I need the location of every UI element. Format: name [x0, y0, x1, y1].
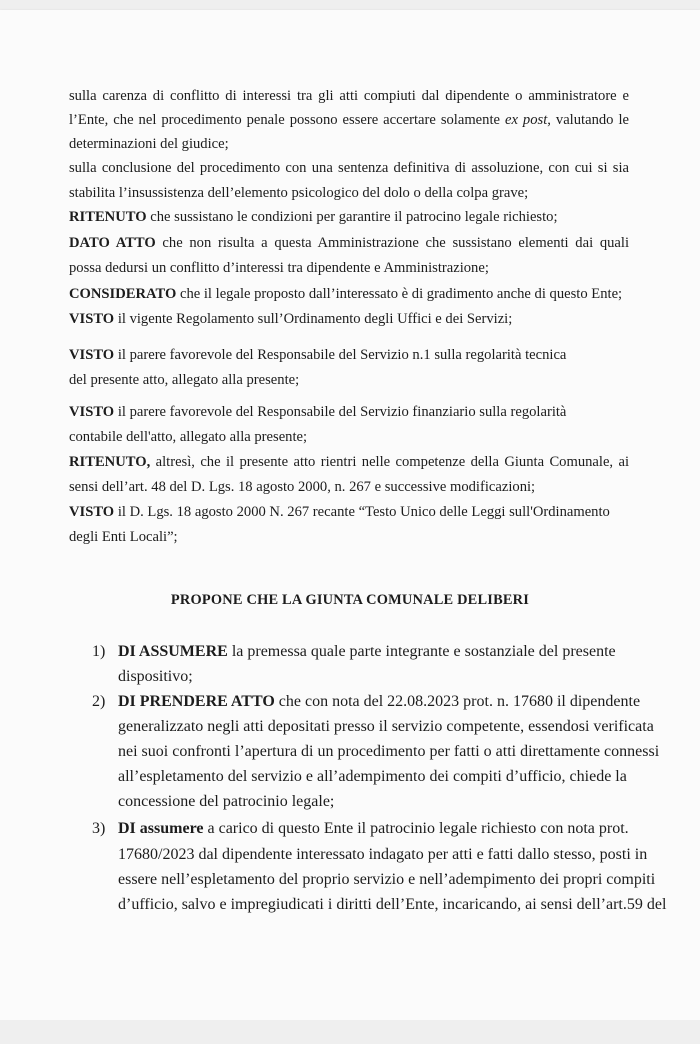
premise-text: il vigente Regolamento sull’Ordinamento degli Uffici e dei Servizi;	[114, 311, 513, 327]
keyword: RITENUTO	[69, 209, 147, 225]
premise-line	[69, 110, 629, 130]
dato-atto-line	[69, 233, 629, 253]
premise-text: il parere favorevole del Responsabile del Servizio finanziario sulla regolarità	[114, 404, 567, 420]
item-text: all’espletamento del servizio e all’adempimento dei compiti d’ufficio, chiede la	[118, 768, 627, 785]
premise-text: altresì, che il presente atto rientri nelle competenze della Giunta Comunale, ai	[150, 454, 629, 470]
item-text: nei suoi confronti l’apertura di un procedimento per fatti o atti direttamente connessi	[118, 743, 660, 760]
premise-text: che sussistano le condizioni per garantire il patrocino legale richiesto;	[146, 209, 558, 225]
item-line	[118, 819, 629, 839]
item-line	[118, 845, 648, 865]
ritenuto-line	[69, 452, 629, 472]
item-line	[118, 767, 627, 787]
premise-line	[69, 427, 307, 447]
keyword: CONSIDERATO	[69, 286, 177, 302]
keyword: VISTO	[69, 404, 115, 420]
keyword: VISTO	[69, 504, 115, 520]
premise-text: del presente atto, allegato alla presente;	[69, 372, 300, 388]
item-text: dispositivo;	[118, 668, 193, 685]
keyword: VISTO	[69, 311, 115, 327]
keyword: DI PRENDERE ATTO	[118, 693, 275, 710]
item-number: 3)	[92, 820, 106, 837]
item-number: 2)	[92, 693, 106, 710]
premise-emphasis: ex post	[504, 112, 548, 128]
keyword: DATO ATTO	[69, 235, 156, 251]
premise-text: l’Ente, che nel procedimento penale possono essere accertare solamente	[69, 112, 505, 128]
item-line	[118, 742, 660, 762]
item-text: essere nell’espletamento del proprio servizio e nell’adempimento dei propri compiti	[118, 871, 656, 888]
visto-line	[69, 345, 566, 365]
premise-text: che il legale proposto dall’interessato è di gradimento anche di questo Ente;	[176, 286, 623, 302]
item-line	[118, 667, 193, 687]
item-text: concessione del patrocinio legale;	[118, 793, 335, 810]
visto-line	[69, 502, 610, 522]
premise-line	[69, 477, 535, 497]
visto-line	[69, 309, 512, 329]
keyword: DI ASSUMERE	[118, 643, 228, 660]
premise-line	[69, 86, 629, 106]
premise-text: sulla conclusione del procedimento con una sentenza definitiva di assoluzione, con cui si sia	[69, 160, 629, 176]
keyword: DI assumere	[118, 820, 204, 837]
item-text: generalizzato negli atti depositati presso il servizio competente, essendosi verificata	[118, 718, 654, 735]
premise-text: degli Enti Locali”;	[69, 529, 178, 545]
keyword: RITENUTO,	[69, 454, 151, 470]
premise-text: che non risulta a questa Amministrazione che sussistano elementi dai quali	[155, 235, 630, 251]
page-gap	[0, 1020, 700, 1044]
premise-line	[69, 370, 299, 390]
item-text: 17680/2023 dal dipendente interessato indagato per atti e fatti dallo stesso, posti in	[118, 846, 648, 863]
item-text: che con nota del 22.08.2023 prot. n. 17680 il dipendente	[274, 693, 641, 710]
premise-text: possa dedursi un conflitto d’interessi tra dipendente e Amministrazione;	[69, 260, 489, 276]
item-text: la premessa quale parte integrante e sostanziale del presente	[227, 643, 616, 660]
item-text: a carico di questo Ente il patrocinio legale richiesto con nota prot.	[203, 820, 629, 837]
premise-text: sulla carenza di conflitto di interessi tra gli atti compiuti dal dipendente o amministratore e	[69, 88, 629, 104]
item-line	[118, 692, 641, 712]
considerato-line	[69, 284, 622, 304]
item-line	[118, 717, 654, 737]
premise-text: contabile dell'atto, allegato alla presente;	[69, 429, 308, 445]
item-line	[118, 895, 667, 915]
premise-line	[69, 527, 178, 547]
premise-text: stabilita l’insussistenza dell’elemento psicologico del dolo o della colpa grave;	[69, 185, 529, 201]
ritenuto-line	[69, 207, 558, 227]
premise-text: sensi dell’art. 48 del D. Lgs. 18 agosto 2000, n. 267 e successive modificazioni;	[69, 479, 536, 495]
keyword: VISTO	[69, 347, 115, 363]
visto-line	[69, 402, 566, 422]
item-line	[118, 870, 656, 890]
item-line	[118, 792, 334, 812]
item-text: d’ufficio, salvo e impregiudicati i diritti dell’Ente, incaricando, ai sensi dell’art.59 del	[118, 896, 667, 913]
premise-text: il parere favorevole del Responsabile del Servizio n.1 sulla regolarità tecnica	[114, 347, 567, 363]
premise-text: determinazioni del giudice;	[69, 136, 229, 152]
premise-line	[69, 258, 489, 278]
premise-line	[69, 158, 629, 178]
premise-text: , valutando le	[547, 112, 629, 128]
item-number: 1)	[92, 643, 106, 660]
premise-text: il D. Lgs. 18 agosto 2000 N. 267 recante “Testo Unico delle Leggi sull'Ordinamento	[114, 504, 610, 520]
item-line	[118, 642, 616, 662]
premise-line	[69, 134, 229, 154]
section-heading: PROPONE CHE LA GIUNTA COMUNALE DELIBERI	[170, 592, 530, 608]
premise-line	[69, 183, 528, 203]
